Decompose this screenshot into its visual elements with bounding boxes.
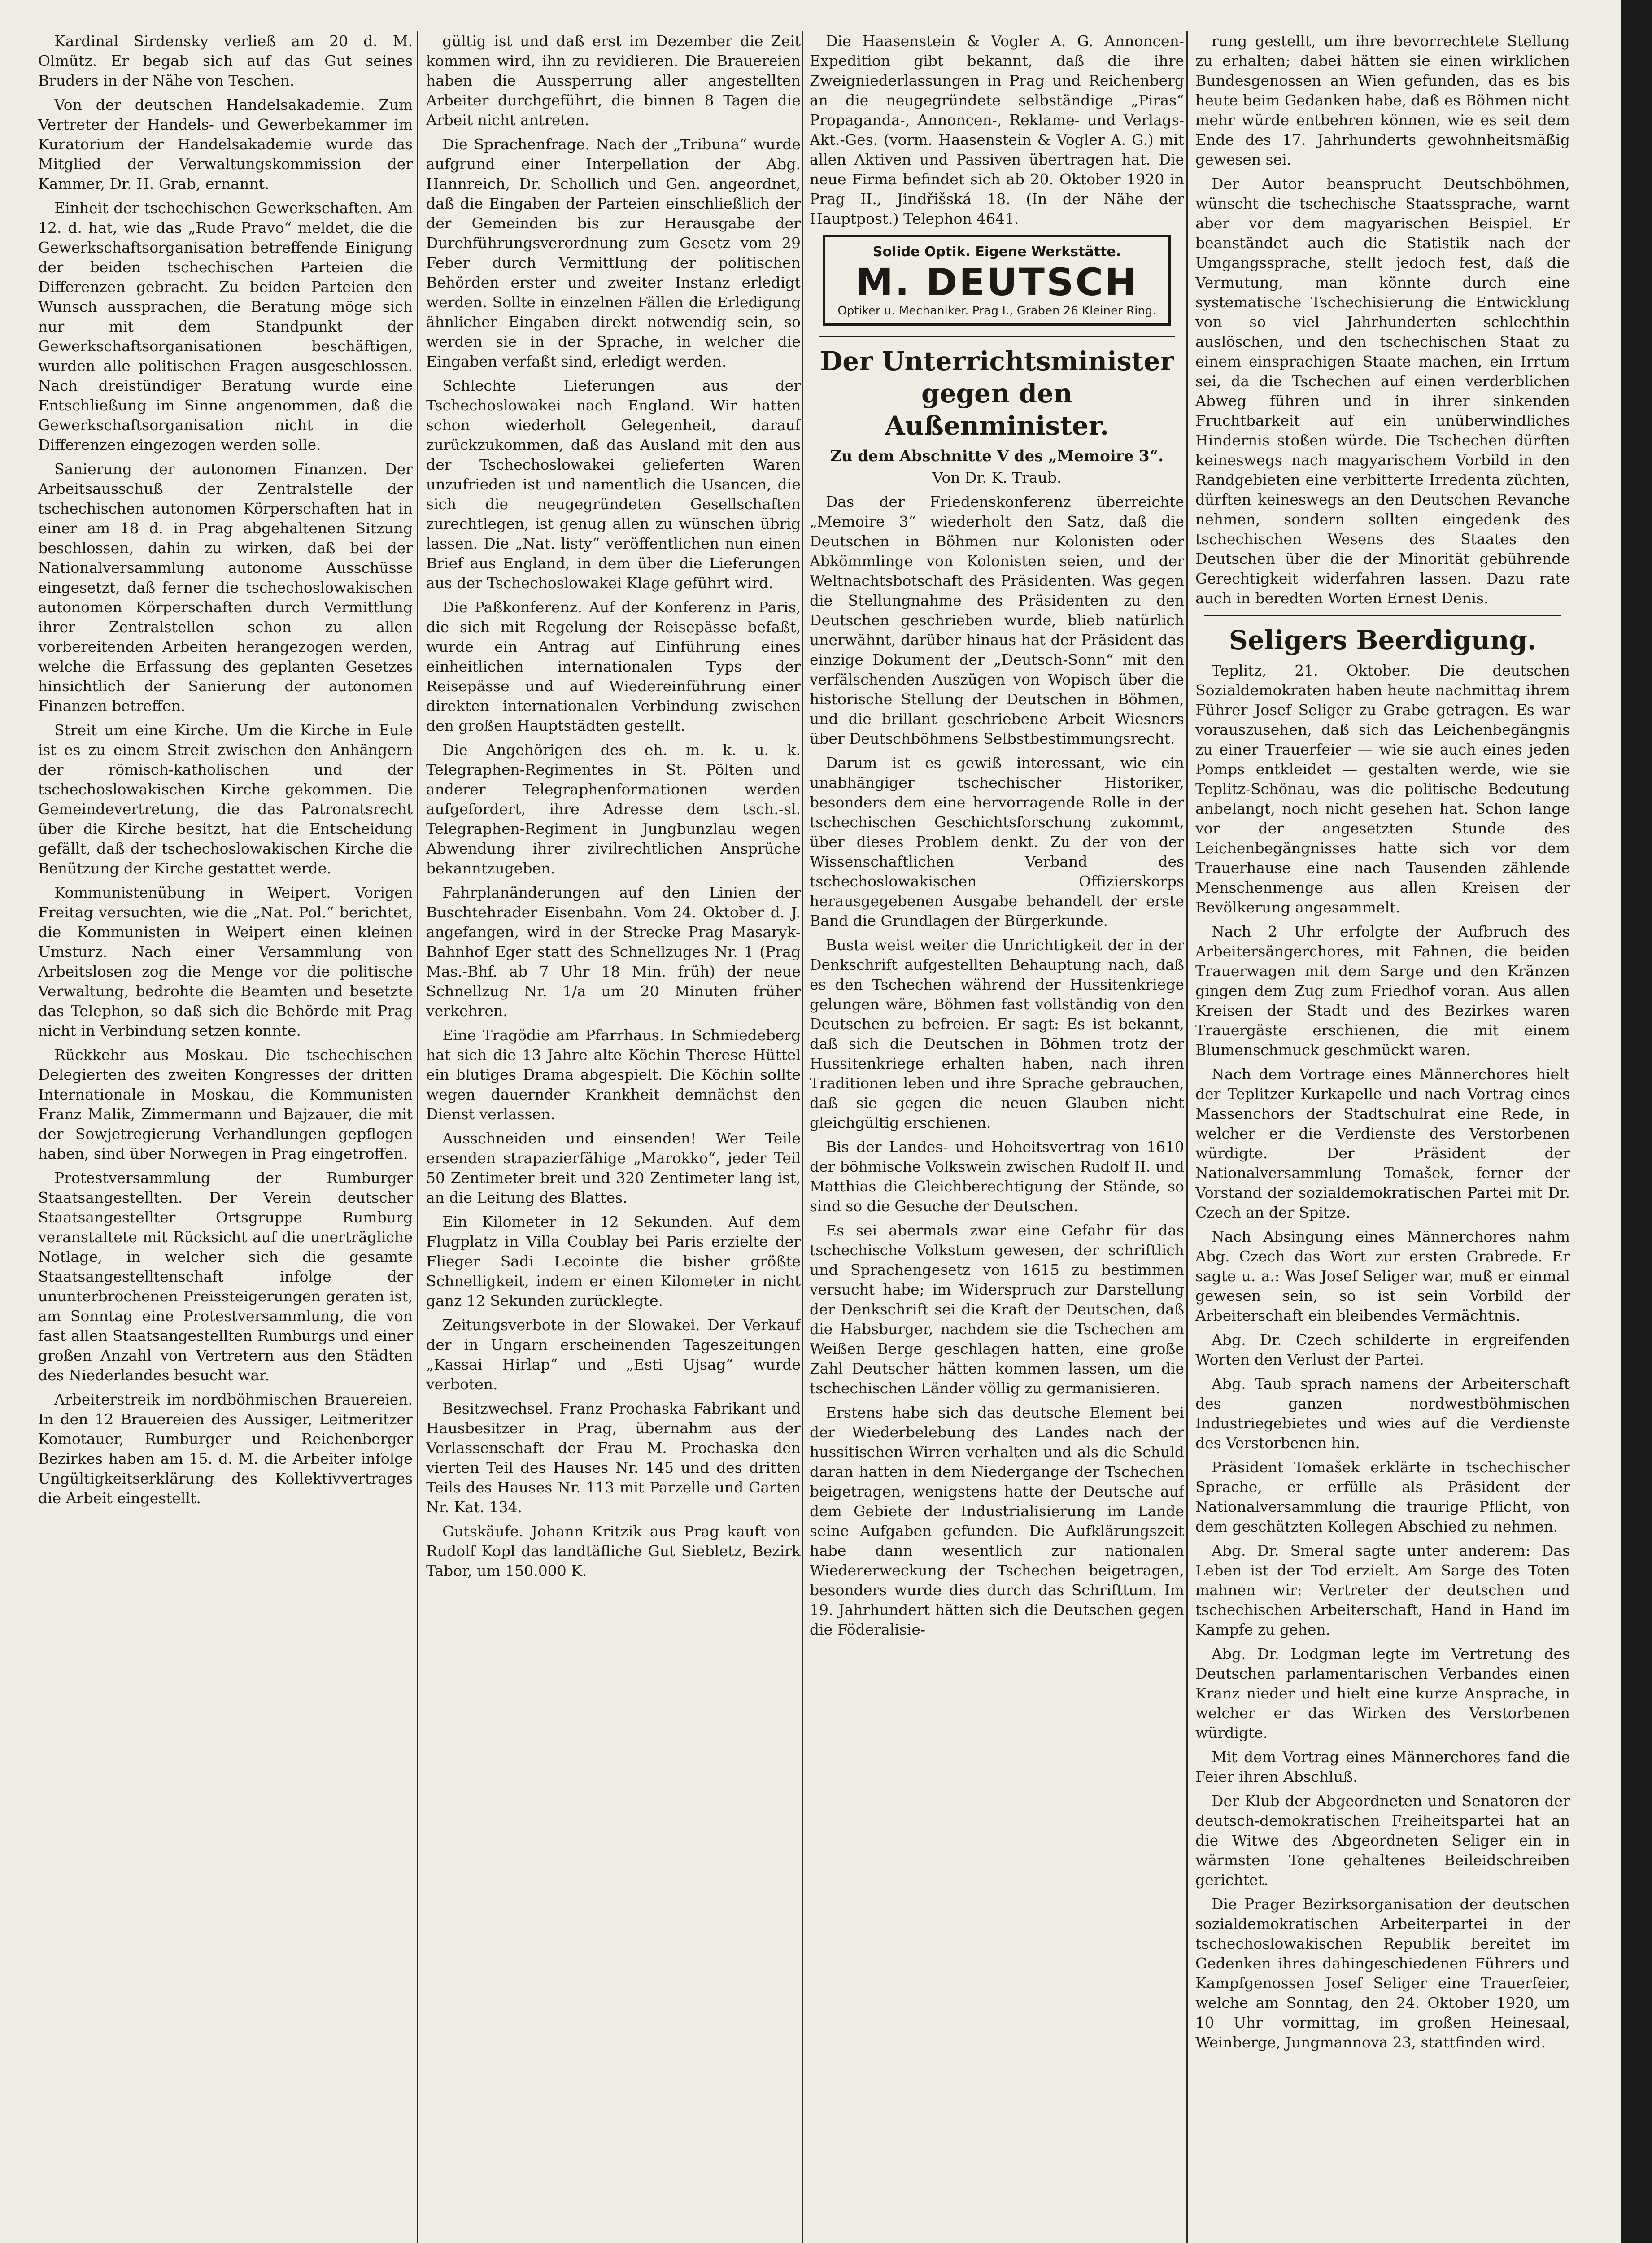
news-item: Die Haasenstein & Vogler A. G. Annoncen-Expedition gibt bekannt, daß die ihre Zweigniederlassungen in Prag und Reichenberg an die neugegründete selbständige „Piras“ Propaganda-, Annoncen-, Reklame- und Verlags-Akt.-Ges. (vorm. Haasenstein & Vogler A. G.) mit allen Aktiven und Passiven übertragen hat. Die neue Firma befindet sich ab 20. Oktober 1920 in Prag II., Jindřišská 18. (In der Nähe der Hauptpost.) Telephon 4641. [810,32,1184,227]
news-item: Die Paßkonferenz. Auf der Konferenz in Paris, die sich mit Regelung der Reisepässe befaßt, wurde ein Antrag auf Einführung eines einheitlichen internationalen Typs der Reisepässe und auf Wiedereinführung einer direkten internationalen Verbindung zwischen den großen Hauptstädten gestellt. [426,598,801,734]
news-item: Einheit der tschechischen Gewerkschaften. Am 12. d. hat, wie das „Rude Pravo“ meldet, die die Gewerkschaftsorganisation betreffende Einigung der beiden tschechischen Parteien die Differenzen gebracht. Zu beiden Parteien den Wunsch aussprachen, die Beratung möge sich nur mit dem Standpunkt der Gewerkschaftsorganisationen beschäftigen, wurden alle politischen Fragen ausgeschlossen. Nach dreistündiger Beratung wurde eine Entschließung im Sinne angenommen, daß die Gewerkschaftsorganisation nicht in die Differenzen eingezogen werden solle. [38,199,413,454]
news-item: Ausschneiden und einsenden! Wer Teile ersenden strapazierfähige „Marokko“, jeder Teil 50 Zentimeter breit und 320 Zentimeter lang ist, an die Leitung des Blattes. [426,1130,801,1206]
news-item: Rückkehr aus Moskau. Die tschechischen Delegierten des zweiten Kongresses der dritten Internationale in Moskau, die Kommunisten Franz Malik, Zimmermann und Bajzauer, die mit der Sowjetregierung Verhandlungen gepflogen haben, sind über Norwegen in Prag eingetroffen. [38,1046,413,1162]
article-paragraph: Darum ist es gewiß interessant, wie ein unabhängiger tschechischer Historiker, besonders dem eine hervorragende Rolle in der tschechischen Geschichtsforschung zukommt, über dieses Problem denkt. Zu der von der Wissenschaftlichen Verband des tschechoslowakischen Offizierskorps herausgegebenen Ausgabe behandelt der erste Band die Grundlagen der Bürgerkunde. [810,754,1184,929]
article-paragraph: Das der Friedenskonferenz überreichte „Memoire 3“ wiederholt den Satz, daß die Deutschen in Böhmen nur Kolonisten oder Abkömmlinge von Kolonisten seien, und der Weltnachtsbotschaft des Präsidenten. Was gegen die Stellungnahme des Präsidenten zu den Deutschen geschrieben wurde, blieb natürlich unerwähnt, darüber hinaus hat der Präsident das einzige Dokument der „Deutsch-Sonn“ mit den verfälschenden Auszügen von Wopisch über die historische Stellung der Deutschen in Böhmen, und die brillant geschriebene Arbeit Wiesners über Deutschböhmens Selbstbestimmungsrecht. [810,493,1184,747]
article-paragraph: Es sei abermals zwar eine Gefahr für das tschechische Volkstum gewesen, der schriftlich und Sprachengesetz von 1615 zu bestimmen versucht habe; im Widerspruch zur Darstellung der Denkschrift sei die Kraft der Deutschen, daß die Habsburger, nachdem sie die Tschechen am Weißen Berge geschlagen hatten, eine große Zahl Deutscher hätten kommen lassen, um die tschechischen Länder völlig zu germanisieren. [810,1222,1184,1397]
news-item: Fahrplanänderungen auf den Linien der Buschtehrader Eisenbahn. Vom 24. Oktober d. J. angefangen, wird in der Strecke Prag Masaryk-Bahnhof Eger statt des Schnellzuges Nr. 1 (Prag Mas.-Bhf. ab 7 Uhr 18 Min. früh) der neue Schnellzug Nr. 1/a um 20 Minuten früher verkehren. [426,884,801,1020]
news-item: Protestversammlung der Rumburger Staatsangestellten. Der Verein deutscher Staatsangestellter Ortsgruppe Rumburg veranstaltete mit Rücksicht auf die unerträgliche Notlage, in welcher sich die gesamte Staatsangestelltenschaft infolge der ununterbrochenen Preissteigerungen geraten ist, am Sonntag eine Protestversammlung, die von fast allen Staatsangestellten Rumburgs und einer großen Anzahl von Vertretern aus den Städten des Niederlandes besucht war. [38,1169,413,1384]
article-subheadline: Zu dem Abschnitte V des „Memoire 3“. [830,447,1164,465]
news-item: Die Sprachenfrage. Nach der „Tribuna“ wurde aufgrund einer Interpellation der Abg. Hannreich, Dr. Schollich und Gen. angeordnet, daß die Eingaben der Parteien einschließlich der der Gemeinden bis zur Herausgabe der Durchführungsverordnung zum Gesetz vom 29 Feber durch Vermittlung der politischen Behörden erster und zweiter Instanz erledigt werden. Sollte in einzelnen Fällen die Erledigung ähnlicher Eingaben direkt notwendig sein, so werden sie in der Sprache, in welcher die Eingaben verfaßt sind, erledigt werden. [426,135,801,370]
article-paragraph: Busta weist weiter die Unrichtigkeit der in der Denkschrift aufgestellten Behauptung nach, daß es den Tschechen während der Hussitenkriege gelungen wäre, Böhmen fast vollständig von den Deutschen zu befreien. Er sagt: Es ist bekannt, daß sich die Deutschen in Böhmen trotz der Hussitenkriege erhalten haben, nach ihren Traditionen leben und ihre Sprache gebrauchen, daß sie gegen die neuen Glauben nicht gleichgültig erschienen. [810,936,1184,1131]
news-item: Von der deutschen Handelsakademie. Zum Vertreter der Handels- und Gewerbekammer im Kuratorium der Handelsakademie wurde das Mitglied der Verwaltungskommission der Kammer, Dr. H. Grab, ernannt. [38,96,413,192]
news-item: Ein Kilometer in 12 Sekunden. Auf dem Flugplatz in Villa Coublay bei Paris erzielte der Flieger Sadi Lecointe die bisher größte Schnelligkeit, indem er einen Kilometer in nicht ganz 12 Sekunden zurücklegte. [426,1213,801,1309]
article-paragraph: Abg. Dr. Czech schilderte in ergreifenden Worten den Verlust der Partei. [1195,1331,1570,1368]
article-paragraph: Nach dem Vortrage eines Männerchores hielt der Teplitzer Kurkapelle und nach Vortrag eines Massenchors der Stadtschulrat eine Rede, in welcher er die Verdienste des Verstorbenen würdigte. Der Präsident der Nationalversammlung Tomašek, ferner der Vorstand der sozialdemokratischen Partei mit Dr. Czech an der Spitze. [1195,1065,1570,1221]
article-paragraph: rung gestellt, um ihre bevorrechtete Stellung zu erhalten; dabei hätten sie einen wirklichen Bundesgenossen an Wien gefunden, das es bis heute beim Gedanken habe, daß es Böhmen nicht mehr würde entbehren können, wie es seit dem Ende des 17. Jahrhunderts gewohnheitsmäßig gewesen sei. [1195,32,1570,168]
scan-edge-shadow [1621,0,1652,2243]
advertisement-box [823,235,1171,326]
article-paragraph: Bis der Landes- und Hoheitsvertrag von 1610 der böhmische Volkswein zwischen Rudolf II. und Matthias die Gleichberechtigung der Stände, so sind so die Gesuche der Deutschen. [810,1138,1184,1215]
column-1 [38,31,413,2243]
article-paragraph: Teplitz, 21. Oktober. Die deutschen Sozialdemokraten haben heute nachmittag ihrem Führer Josef Seliger zu Grabe getragen. Es war vorauszusehen, daß sich das Leichenbegängnis zu einer Trauerfeier — wie sie auch eines jeden Pomps entkleidet — gestalten werde, wie sie Teplitz-Schönau, was die politische Bedeutung anbelangt, noch nicht gesehen hat. Schon lange vor der angesetzten Stunde des Leichenbegängnisses hatte sich vor dem Trauerhause eine nach Tausenden zählende Menschenmenge aus allen Kreisen der Bevölkerung angesammelt. [1195,662,1570,916]
article-paragraph: Die Prager Bezirksorganisation der deutschen sozialdemokratischen Arbeiterpartei in der tschechoslowakischen Republik bereitet im Gedenken ihres dahingeschiedenen Führers und Kampfgenossen Josef Seliger eine Trauerfeier, welche am Sonntag, den 24. Oktober 1920, um 10 Uhr vormittag, im großen Heinesaal, Weinberge, Jungmannova 23, stattfinden wird. [1195,1895,1570,2051]
section-divider [1204,615,1561,616]
article-paragraph: Abg. Dr. Smeral sagte unter anderem: Das Leben ist der Tod erzielt. Am Sarge des Toten mahnen wir: Vertreter der deutschen und tschechischen Arbeiterschaft, Hand in Hand im Kampfe zu gehen. [1195,1542,1570,1638]
article-paragraph: Nach Absingung eines Männerchores nahm Abg. Czech das Wort zur ersten Grabrede. Er sagte u. a.: Was Josef Seliger war, muß er einmal gewesen sein, so ist sein Vorbild der Arbeiterschaft ein bleibendes Vermächtnis. [1195,1228,1570,1324]
news-item: Kardinal Sirdensky verließ am 20 d. M. Olmütz. Er begab sich auf das Gut seines Bruders in der Nähe von Teschen. [38,32,413,89]
column-3 [810,31,1184,2243]
column-rule [802,31,803,2243]
news-item: Kommunistenübung in Weipert. Vorigen Freitag versuchten, wie die „Nat. Pol.“ berichtet, die Kommunisten in Weipert einen kleinen Umsturz. Nach einer Versammlung von Arbeitslosen zog die Menge vor die politische Verwaltung, bedrohte die Beamten und besetzte das Telephon, so daß sich die Behörde mit Prag nicht in Verbindung setzen konnte. [38,884,413,1039]
column-2 [426,31,801,2243]
news-item: Die Angehörigen des eh. m. k. u. k. Telegraphen-Regimentes in St. Pölten und anderer Telegraphenformationen werden aufgefordert, ihre Adresse dem tsch.-sl. Telegraphen-Regiment in Jungbunzlau wegen Abwendung ihrer zivilrechtlichen Ansprüche bekanntzugeben. [426,741,801,877]
article-headline: Der Unterrichtsminister gegen den Außenminister. [820,346,1174,441]
article-paragraph: Abg. Dr. Lodgman legte im Vertretung des Deutschen parlamentarischen Verbandes einen Kranz nieder und hielt eine kurze Ansprache, in welcher er das Wirken des Verstorbenen würdigte. [1195,1645,1570,1741]
ad-address: Optiker u. Mechaniker. Prag I., Graben 26 Kleiner Ring. [837,304,1156,318]
ad-tagline: Solide Optik. Eigene Werkstätte. [872,244,1121,260]
section-divider [819,336,1175,337]
article-paragraph: Präsident Tomašek erklärte in tschechischer Sprache, er erfülle als Präsident der Nationalversammlung die traurige Pflicht, von dem geschätzten Kollegen Abschied zu nehmen. [1195,1458,1570,1535]
news-item: Besitzwechsel. Franz Prochaska Fabrikant und Hausbesitzer in Prag, übernahm aus der Verlassenschaft der Frau M. Prochaska den vierten Teil des Hauses Nr. 145 und des dritten Teils des Hauses Nr. 113 mit Parzelle und Garten Nr. Kat. 134. [426,1400,801,1516]
ad-company-name: M. DEUTSCH [855,260,1138,304]
column-rule [417,31,418,2243]
article-paragraph: Erstens habe sich das deutsche Element bei der Wiederbelebung des Landes nach der hussitischen Wirren verhalten und als die Schuld daran hatten in dem Niedergange der Tschechen beigetragen, wenigstens hatte der Deutsche auf dem Gebiete der Industrialisierung im Lande seine Aufgaben gefunden. Die Aufklärungszeit habe dann wesentlich zur nationalen Wiedererweckung der Tschechen beigetragen, besonders wurde dies durch das Schrifttum. Im 19. Jahrhundert hätten sich die Deutschen gegen die Föderalisie- [810,1404,1184,1638]
news-item: Gutskäufe. Johann Kritzik aus Prag kauft von Rudolf Kopl das landtäfliche Gut Siebletz, Bezirk Tabor, um 150.000 K. [426,1523,801,1580]
news-item: Sanierung der autonomen Finanzen. Der Arbeitsausschuß der Zentralstelle der tschechischen autonomen Körperschaften hat in einer am 18 d. in Prag abgehaltenen Sitzung beschlossen, dahin zu wirken, daß bei der Nationalversammlung autonome Ausschüsse eingesetzt, daß ferner die tschechoslowakischen autonomen Körperschaften durch Vermittlung ihrer Zentralstellen schon zu allen vorbereitenden Arbeiten herangezogen werden, welche die Erfassung des geplanten Gesetzes hinsichtlich der Sanierung der autonomen Finanzen betreffen. [38,460,413,715]
news-item: gültig ist und daß erst im Dezember die Zeit kommen wird, ihn zu revidieren. Die Brauereien haben die Aussperrung aller angestellten Arbeiter durchgeführt, die binnen 8 Tagen die Arbeit nicht antreten. [426,32,801,129]
article-paragraph: Der Klub der Abgeordneten und Senatoren der deutsch-demokratischen Freiheitspartei hat an die Witwe des Abgeordneten Seliger ein in wärmsten Tone gehaltenes Beileidschreiben gerichtet. [1195,1792,1570,1889]
article-paragraph: Nach 2 Uhr erfolgte der Aufbruch des Arbeitersängerchores, mit Fahnen, die beiden Trauerwagen mit dem Sarge und den Kränzen gingen dem Zug zum Friedhof voran. Aus allen Kreisen der Stadt und des Bezirkes waren Trauergäste erschienen, die mit einem Blumenschmuck geschmückt waren. [1195,923,1570,1059]
article-headline: Seligers Beerdigung. [1229,625,1537,655]
article-paragraph: Mit dem Vortrag eines Männerchores fand die Feier ihren Abschluß. [1195,1748,1570,1785]
news-item: Streit um eine Kirche. Um die Kirche in Eule ist es zu einem Streit zwischen den Anhängern der römisch-katholischen und der tschechoslowakischen Kirche gekommen. Die Gemeindevertretung, die das Patronatsrecht über die Kirche besitzt, hat die Entscheidung gefällt, daß der tschechoslowakischen Kirche die Benützung der Kirche gestattet werde. [38,721,413,877]
article-paragraph: Abg. Taub sprach namens der Arbeiterschaft des ganzen nordwestböhmischen Industriegebietes und wies auf die Verdienste des Verstorbenen hin. [1195,1375,1570,1452]
article-paragraph: Der Autor beansprucht Deutschböhmen, wünscht die tschechische Staatssprache, warnt aber vor dem magyarischen Beispiel. Er beanständet auch die Statistik nach der Umgangssprache, stellt jedoch fest, daß die Vermutung, man könnte durch eine systematische Tschechisierung die Entwicklung von so viel Jahrhunderten schlechthin auslöschen, und den tschechischen Staat zu einem einsprachigen Staate machen, ein Irrtum sei, da die Tschechen auf einen verderblichen Abweg führen und in ihrer sinkenden Fruchtbarkeit auf ein unüberwindliches Hindernis stoßen würde. Die Tschechen dürften keineswegs nach magyarischem Vorbild in den Randgebieten eine verbitterte Irredenta züchten, dürften keineswegs an den Deutschen Revanche nehmen, sondern sollten eingedenk des tschechischen Wesens des Staates den Deutschen über die der Minorität gebührende Gerechtigkeit widerfahren lassen. Dazu rate auch in beredten Worten Ernest Denis. [1195,175,1570,607]
news-item: Eine Tragödie am Pfarrhaus. In Schmiedeberg hat sich die 13 Jahre alte Köchin Therese Hüttel ein blutiges Drama abgespielt. Die Köchin sollte wegen dauernder Krankheit demnächst den Dienst verlassen. [426,1026,801,1123]
news-item: Schlechte Lieferungen aus der Tschechoslowakei nach England. Wir hatten schon wiederholt Gelegenheit, darauf zurückzukommen, daß das Ausland mit den aus der Tschechoslowakei gelieferten Waren unzufrieden ist und namentlich die Usancen, die sich die neugegründeten Gesellschaften zurechtlegen, ist genug allen zu wünschen übrig lassen. Die „Nat. listy“ veröffentlichen nun einen Brief aus England, in dem über die Lieferungen aus der Tschechoslowakei Klage geführt wird. [426,377,801,592]
article-byline: Von Dr. K. Traub. [932,469,1062,486]
news-item: Arbeiterstreik im nordböhmischen Brauereien. In den 12 Brauereien des Aussiger, Leitmeritzer Komotauer, Rumburger und Reichenberger Bezirkes haben am 15. d. M. die Arbeiter infolge Ungültigkeitserklärung des Kollektivvertrages die Arbeit eingestellt. [38,1391,413,1507]
column-rule [1186,31,1188,2243]
column-4 [1195,31,1570,2243]
news-item: Zeitungsverbote in der Slowakei. Der Verkauf der in Ungarn erscheinenden Tageszeitungen „Kassai Hirlap“ und „Esti Ujsag“ wurde verboten. [426,1316,801,1393]
